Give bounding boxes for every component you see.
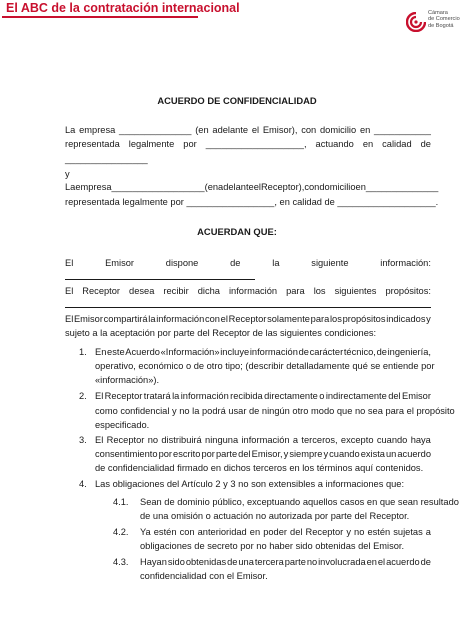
subitem-number: 4.1.	[113, 497, 129, 507]
word: Receptor	[82, 286, 121, 296]
word: sujetas	[393, 527, 423, 537]
party-receptor-line-1	[65, 181, 439, 193]
word: la	[172, 391, 180, 401]
word: involucrada	[318, 557, 366, 567]
word: del	[238, 449, 251, 459]
word: __________________	[111, 182, 205, 192]
word: información	[180, 391, 229, 401]
word: (en	[195, 125, 209, 135]
word: El	[65, 286, 74, 296]
word: siguiente	[311, 258, 349, 268]
word: carácter	[309, 347, 344, 357]
word: ______________	[119, 125, 192, 135]
subitem-4-3-line-1	[140, 556, 431, 568]
word: parte	[284, 557, 306, 567]
word: Emisor	[105, 258, 134, 268]
word: Receptor	[305, 527, 344, 537]
word: con	[301, 125, 317, 135]
word: Receptor	[106, 435, 145, 445]
word: el	[220, 314, 228, 324]
subitem-4-1-line-2: de una omisión o actuación no autorizada por parte del Receptor.	[140, 511, 410, 521]
item-number: 1.	[79, 347, 87, 357]
word: información	[241, 435, 290, 445]
word: siempre	[289, 449, 323, 459]
word: información	[228, 286, 278, 296]
word: y	[283, 449, 289, 459]
word: calidad	[382, 139, 412, 149]
word: Receptor	[104, 391, 143, 401]
word: la	[148, 314, 156, 324]
word: de	[298, 347, 309, 357]
word: domicilio	[320, 125, 357, 135]
word: propósitos:	[385, 286, 431, 296]
item-number: 2.	[79, 391, 87, 401]
word: exista	[360, 449, 385, 459]
item-1-line-2: operativo, económico o de otro tipo; (describir detalladamente qué se entiende por	[95, 361, 435, 371]
header-underline	[2, 16, 198, 18]
item-2-line-3: especificado.	[95, 420, 150, 430]
logo-line-1: Cámara	[428, 10, 448, 16]
word: cuando	[329, 449, 360, 459]
word: ___________	[374, 125, 431, 135]
word: o	[319, 391, 325, 401]
word: solamente	[267, 314, 310, 324]
word: por	[183, 139, 197, 149]
word: escrito	[173, 449, 201, 459]
word: Receptor	[228, 314, 267, 324]
word: y	[323, 449, 329, 459]
word: actuando	[315, 139, 354, 149]
party-emisor-line-3: ________________	[65, 154, 148, 164]
word: «Información»	[160, 347, 220, 357]
word: compartirá	[103, 314, 148, 324]
word: Receptor),	[260, 182, 305, 192]
word: tercera	[254, 557, 284, 567]
header-title: El ABC de la contratación internacional	[6, 1, 240, 15]
logo-line-3: de Bogotá	[428, 22, 454, 29]
logo-text	[428, 10, 472, 29]
word: distribuirá	[161, 435, 202, 445]
word: para	[286, 286, 305, 296]
word: El	[95, 435, 104, 445]
word: En	[95, 347, 107, 357]
word: de	[230, 258, 241, 268]
emisor-information-line	[65, 257, 431, 269]
word: recibida	[230, 391, 263, 401]
word: en	[355, 182, 366, 192]
word: domicilio	[319, 182, 356, 192]
word: estén	[153, 527, 177, 537]
item-3-line-1	[95, 434, 431, 446]
word: representada	[65, 139, 120, 149]
logo-icon	[406, 12, 426, 32]
word: del	[388, 391, 401, 401]
word: La	[65, 125, 76, 135]
word: el	[377, 557, 386, 567]
conditions-intro-line-1	[65, 313, 431, 325]
item-2-line-2: como confidencial y no la podrá usar de ningún otro modo que no sea para el propósito	[95, 406, 455, 416]
word: no	[354, 527, 365, 537]
camara-comercio-logo	[406, 10, 470, 40]
party-emisor-line-2	[65, 138, 431, 150]
word: técnico,	[343, 347, 376, 357]
word: empresa	[79, 125, 116, 135]
word: tratará	[143, 391, 171, 401]
item-1-line-3: «información»).	[95, 375, 160, 385]
logo-line-2: de Comercio	[428, 16, 460, 23]
word: con	[204, 314, 220, 324]
word: para	[310, 314, 330, 324]
word: terceros,	[301, 435, 338, 445]
document-title: ACUERDO DE CONFIDENCIALIDAD	[157, 95, 317, 106]
word: por	[158, 449, 173, 459]
word: el	[251, 125, 260, 135]
word: en	[366, 557, 377, 567]
party-emisor-line-1	[65, 124, 431, 136]
word: acuerdo	[397, 449, 431, 459]
word: de	[376, 347, 387, 357]
word: consentimiento	[95, 449, 158, 459]
word: indirectamente	[325, 391, 387, 401]
word: desea	[129, 286, 155, 296]
word: este	[107, 347, 125, 357]
word: El	[65, 314, 74, 324]
word: legalmente	[128, 139, 175, 149]
word: ninguna	[205, 435, 239, 445]
page-header	[0, 0, 474, 40]
word: por	[201, 449, 215, 459]
subitem-4-3-line-2: confidencialidad con el Emisor.	[140, 571, 268, 581]
word: y	[426, 314, 431, 324]
word: en	[362, 139, 374, 149]
word: una	[238, 557, 254, 567]
word: a	[425, 527, 431, 537]
word: los	[313, 286, 326, 296]
item-3-line-3: de confidencialidad firmado en dichos terceros en los términos aquí contenidos.	[95, 463, 424, 473]
word: los	[329, 314, 342, 324]
subitem-4-2-line-1	[140, 526, 431, 538]
word: (en	[204, 182, 219, 192]
word: La	[65, 182, 76, 192]
blank-rule	[65, 279, 255, 280]
item-3-line-2	[95, 448, 431, 460]
word: información	[249, 347, 298, 357]
subitem-4-1-line-1: Sean de dominio público, exceptuando aquellos casos en que sean resultado	[140, 497, 459, 507]
item-number: 4.	[79, 479, 87, 489]
word: Acuerdo	[125, 347, 160, 357]
word: indicados	[386, 314, 426, 324]
word: Emisor),	[262, 125, 298, 135]
word: el	[253, 182, 261, 192]
word: de	[420, 139, 431, 149]
word: estén	[367, 527, 391, 537]
party-receptor-line-2: representada legalmente por _________________, en calidad de ___________________.	[65, 197, 439, 207]
word: y	[346, 527, 351, 537]
word: Hayan	[140, 557, 167, 567]
word: información:	[380, 258, 431, 268]
word: con	[179, 527, 195, 537]
word: Emisor	[73, 314, 103, 324]
word: en	[359, 125, 371, 135]
word: adelante	[212, 125, 249, 135]
word: haya	[410, 435, 431, 445]
word: excepto	[340, 435, 374, 445]
word: Emisor,	[251, 449, 283, 459]
word: con	[304, 182, 320, 192]
word: ingeniería,	[387, 347, 431, 357]
word: directamente	[264, 391, 318, 401]
receptor-purposes-line	[65, 285, 431, 297]
word: ___________________,	[205, 139, 307, 149]
word: propósitos	[342, 314, 386, 324]
word: obtenidas	[185, 557, 227, 567]
word: acuerdo	[386, 557, 420, 567]
subitem-number: 4.2.	[113, 527, 129, 537]
subitem-number: 4.3.	[113, 557, 129, 567]
word: adelante	[218, 182, 254, 192]
word: ______________	[365, 182, 439, 192]
word: parte	[215, 449, 238, 459]
word: dicha	[197, 286, 220, 296]
word: de	[420, 557, 431, 567]
word: recibir	[163, 286, 189, 296]
word: del	[290, 527, 303, 537]
word: El	[95, 391, 104, 401]
word: El	[65, 258, 74, 268]
item-1-line-1	[95, 346, 431, 358]
word: dispone	[165, 258, 199, 268]
word: Emisor	[402, 391, 431, 401]
subitem-4-2-line-2: obligaciones de secreto por no haber sido obtenidas del Emisor.	[140, 541, 405, 551]
word: cuando	[376, 435, 408, 445]
word: empresa	[75, 182, 112, 192]
item-4-line-1: Las obligaciones del Artículo 2 y 3 no son extensibles a informaciones que:	[95, 479, 405, 489]
word: Ya	[140, 527, 151, 537]
blank-rule	[65, 307, 431, 308]
connector-y: y	[65, 169, 70, 179]
word: a	[292, 435, 299, 445]
word: no	[306, 557, 318, 567]
word: poder	[263, 527, 287, 537]
word: información	[156, 314, 205, 324]
conditions-intro-line-2: sujeto a la aceptación por parte del Receptor de las siguientes condiciones:	[65, 328, 377, 338]
item-2-line-1	[95, 390, 431, 402]
word: un	[386, 449, 397, 459]
word: de	[227, 557, 238, 567]
word: no	[147, 435, 159, 445]
word: incluye	[220, 347, 250, 357]
word: en	[249, 527, 261, 537]
word: siguientes	[334, 286, 377, 296]
word: sido	[167, 557, 185, 567]
item-number: 3.	[79, 435, 87, 445]
section-title: ACUERDAN QUE:	[197, 226, 277, 237]
word: la	[272, 258, 280, 268]
word: anterioridad	[197, 527, 247, 537]
